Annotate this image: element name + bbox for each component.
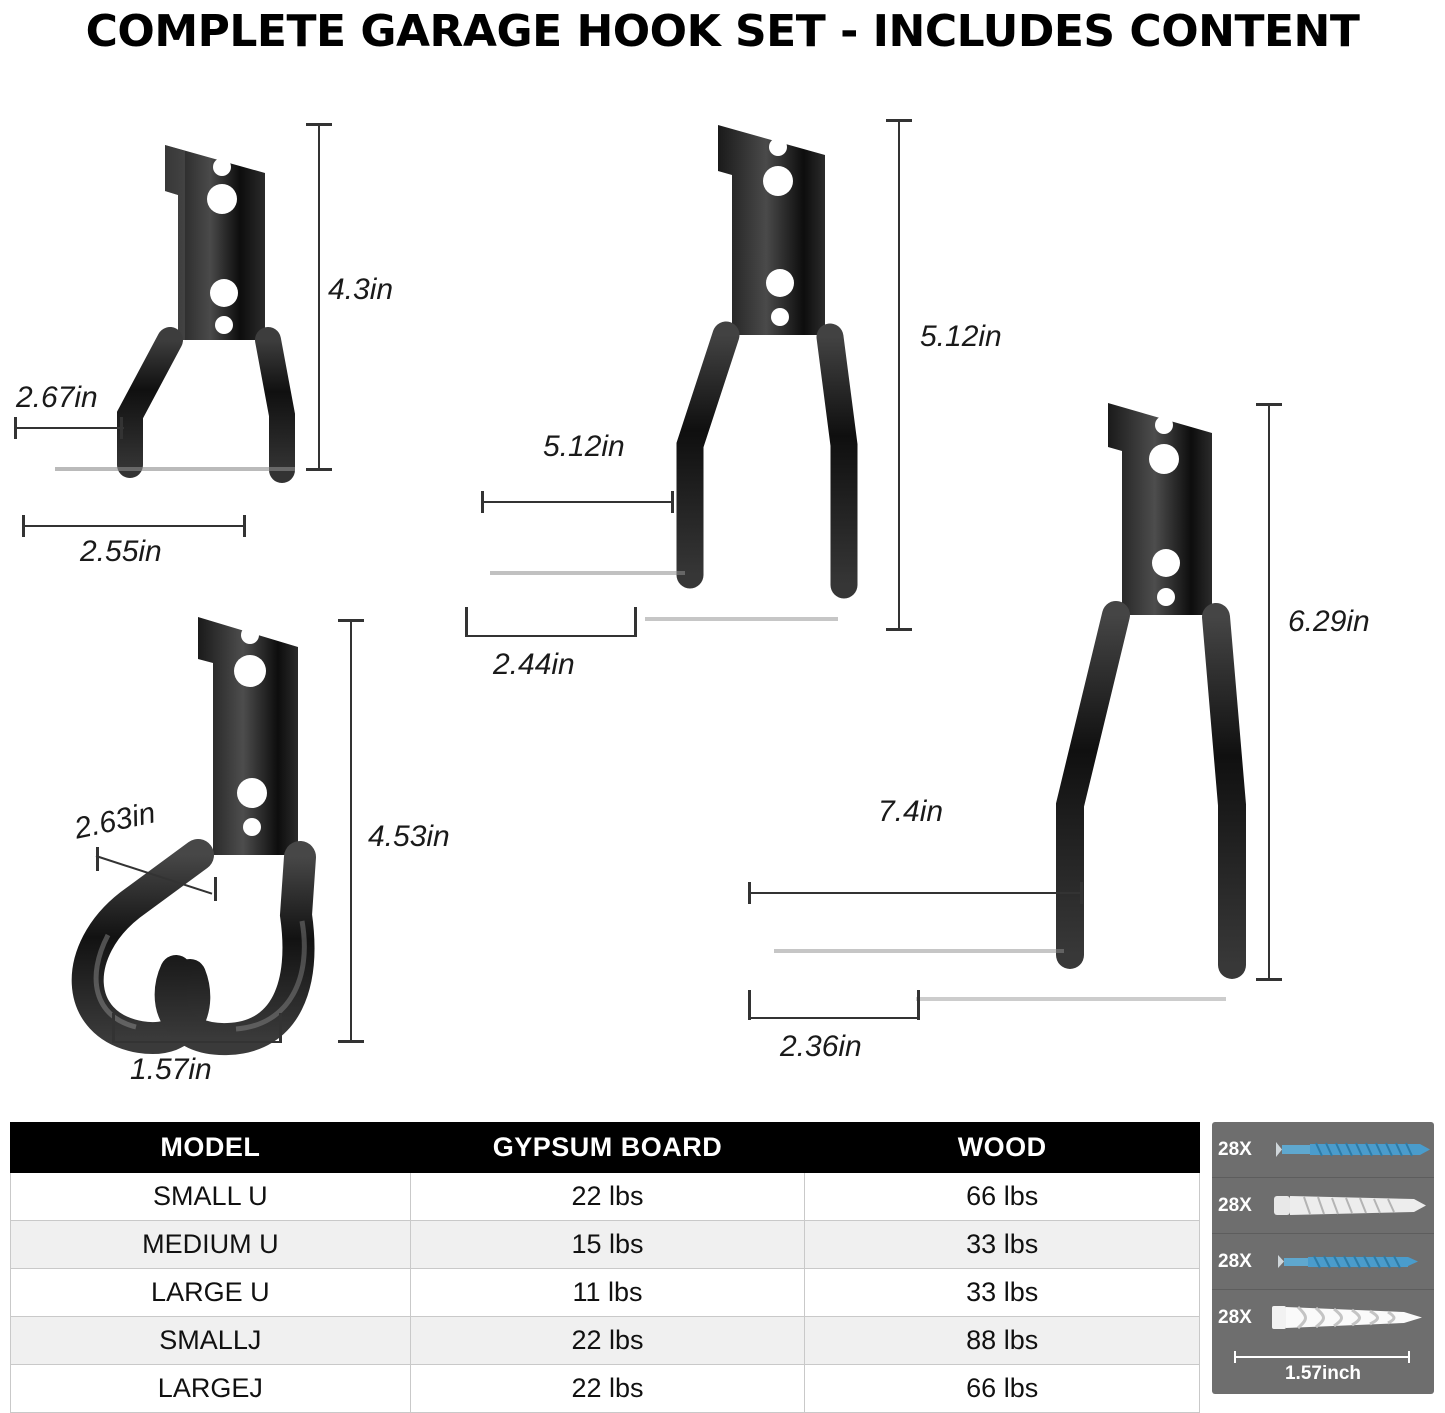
dim-tick <box>1080 882 1083 904</box>
included-hardware-panel <box>1212 1122 1434 1394</box>
dim-tick <box>22 515 25 537</box>
dim-label-medium-u-width: 2.44in <box>493 648 575 681</box>
dim-tick <box>481 491 484 513</box>
dim-line-small-u-depth <box>14 427 124 429</box>
cell-wood: 33 lbs <box>805 1269 1200 1317</box>
cell-model: LARGE U <box>11 1269 411 1317</box>
screw-icon <box>1264 1122 1434 1177</box>
hardware-item <box>1212 1290 1434 1345</box>
product-diagram-area <box>0 95 1445 1120</box>
table-header-wood: WOOD <box>805 1123 1200 1173</box>
dim-line-j-height <box>350 619 352 1043</box>
hardware-item <box>1212 1234 1434 1290</box>
dim-line-large-u-depth <box>748 892 1083 894</box>
dim-tick <box>96 847 99 871</box>
page-title: COMPLETE GARAGE HOOK SET - INCLUDES CONTENT <box>85 6 1360 57</box>
cell-wood: 66 lbs <box>805 1173 1200 1221</box>
dim-tick <box>748 990 751 1020</box>
dim-tick <box>917 990 920 1020</box>
dim-tick <box>120 417 123 439</box>
dim-label-small-u-width: 2.55in <box>80 535 162 568</box>
dim-line-j-width <box>112 1041 282 1043</box>
cell-model: SMALL U <box>11 1173 411 1221</box>
dim-tick <box>338 1040 364 1043</box>
dim-line-large-u-height <box>1268 403 1270 981</box>
dim-line-small-u-width <box>22 525 246 527</box>
dim-label-large-u-depth: 7.4in <box>878 795 944 828</box>
dim-tick <box>306 123 332 126</box>
table-header-model: MODEL <box>11 1123 411 1173</box>
dim-tick <box>338 619 364 622</box>
cell-model: MEDIUM U <box>11 1221 411 1269</box>
dim-tick <box>671 491 674 513</box>
dim-label-j-depth: 2.63in <box>71 796 159 846</box>
dim-tick <box>886 119 912 122</box>
table-row <box>11 1173 1200 1221</box>
dim-tick <box>214 877 217 901</box>
table-header-row <box>11 1123 1200 1173</box>
dim-label-small-u-height: 4.3in <box>328 273 394 306</box>
hardware-qty: 28X <box>1218 1306 1252 1328</box>
dim-tick <box>1256 978 1282 981</box>
dim-label-large-u-height: 6.29in <box>1288 605 1370 638</box>
hook-large-u-illustration <box>720 385 1280 1065</box>
cell-wood: 33 lbs <box>805 1221 1200 1269</box>
hardware-qty: 28X <box>1218 1194 1252 1216</box>
measure-bar <box>1234 1351 1410 1363</box>
specs-table-wrapper <box>10 1122 1200 1413</box>
dim-label-j-height: 4.53in <box>368 820 450 853</box>
screw-icon <box>1264 1234 1434 1289</box>
dim-tick <box>634 607 637 637</box>
hardware-measurement <box>1212 1345 1434 1394</box>
cell-gypsum: 22 lbs <box>410 1365 805 1413</box>
cell-gypsum: 11 lbs <box>410 1269 805 1317</box>
hardware-qty: 28X <box>1218 1138 1252 1160</box>
dim-line-small-u-height <box>318 123 320 471</box>
hardware-measurement-label: 1.57inch <box>1284 1363 1362 1384</box>
table-header-gypsum: GYPSUM BOARD <box>410 1123 805 1173</box>
cell-gypsum: 22 lbs <box>410 1317 805 1365</box>
hardware-qty: 28X <box>1218 1250 1252 1272</box>
dim-line-medium-u-depth <box>481 501 674 503</box>
dim-tick <box>243 515 246 537</box>
dim-label-medium-u-height: 5.12in <box>920 320 1002 353</box>
cell-wood: 66 lbs <box>805 1365 1200 1413</box>
drywall-anchor-icon <box>1264 1290 1434 1345</box>
dim-tick <box>112 1013 115 1043</box>
table-row <box>11 1317 1200 1365</box>
hardware-item <box>1212 1122 1434 1178</box>
hook-small-u-illustration <box>10 125 320 545</box>
dim-line-large-u-width <box>748 1017 920 1019</box>
dim-tick <box>306 468 332 471</box>
dim-label-large-u-width: 2.36in <box>780 1030 862 1063</box>
dim-tick <box>279 1013 282 1043</box>
cell-gypsum: 15 lbs <box>410 1221 805 1269</box>
dim-label-small-u-depth: 2.67in <box>16 381 98 414</box>
dim-label-medium-u-depth: 5.12in <box>543 430 625 463</box>
load-capacity-table <box>10 1122 1200 1413</box>
cell-model: SMALLJ <box>11 1317 411 1365</box>
cell-wood: 88 lbs <box>805 1317 1200 1365</box>
dim-tick <box>1256 403 1282 406</box>
cell-gypsum: 22 lbs <box>410 1173 805 1221</box>
hardware-item <box>1212 1178 1434 1234</box>
table-row <box>11 1221 1200 1269</box>
dim-tick <box>14 417 17 439</box>
dim-label-j-width: 1.57in <box>130 1053 212 1086</box>
table-row <box>11 1269 1200 1317</box>
dim-line-medium-u-width <box>465 635 637 637</box>
table-row <box>11 1365 1200 1413</box>
dim-tick <box>748 882 751 904</box>
cell-model: LARGEJ <box>11 1365 411 1413</box>
wall-anchor-icon <box>1264 1178 1434 1233</box>
dim-tick <box>465 607 468 637</box>
